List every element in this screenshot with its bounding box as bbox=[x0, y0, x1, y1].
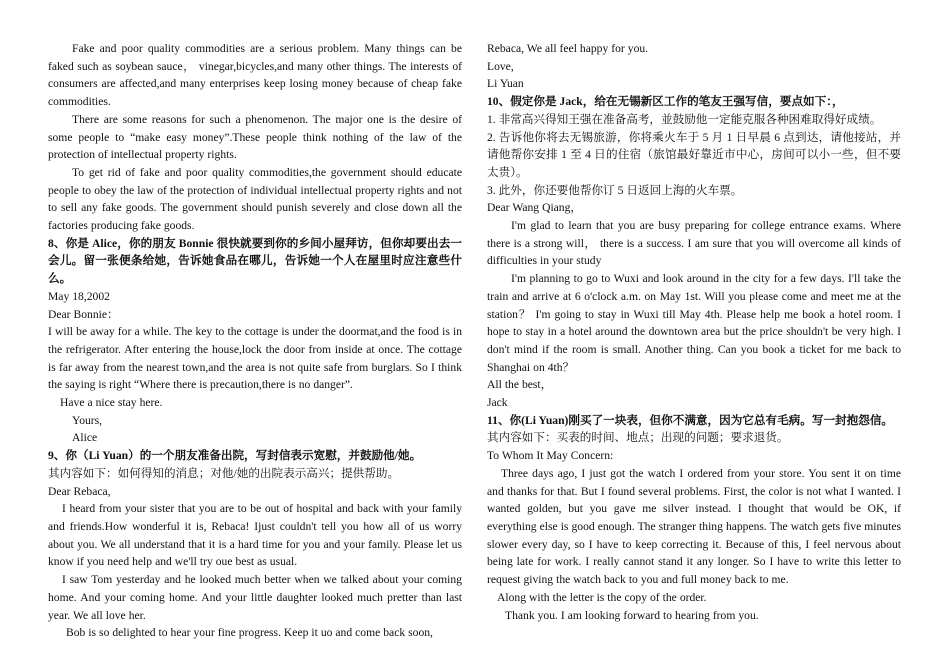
letter-9-closing: Love, bbox=[487, 59, 514, 73]
note-date: May 18,2002 bbox=[48, 289, 110, 303]
question-11-content: 其内容如下：买表的时间、地点；出现的问题；要求退货。 bbox=[487, 431, 789, 445]
letter-10-paragraph-2: I'm planning to go to Wuxi and look around in the city for a few days. I'll take the train and arrive at 6 o'clock a.m. on May 1st. Will you please come and meet me at the station？ I'm going to stay in Wuxi till May 4th. Please help me book a hotel room. I hope to stay in a hotel around the downtown area but the price shouldn't be very high. I don't mind if the room is small. Another thing. Can you book a ticket for me back to Shanghai on 4th？ bbox=[487, 272, 901, 374]
question-10-title: 10、假定你是 Jack，给在无锡新区工作的笔友王强写信，要点如下：， bbox=[487, 95, 844, 109]
question-9-title: 9、你（Li Yuan）的一个朋友准备出院，写封信表示宽慰，并鼓励他/她。 bbox=[48, 449, 422, 463]
note-closing: Yours, bbox=[72, 413, 103, 427]
letter-9-paragraph-2: I saw Tom yesterday and he looked much better when we talked about your coming home. And your coming home. And your little daughter looked much pretter than last year. We all love her. bbox=[48, 573, 462, 622]
letter-11-paragraph-2: Along with the letter is the copy of the order. bbox=[497, 590, 707, 604]
note-wish: Have a nice stay here. bbox=[60, 396, 163, 410]
question-10-point-2: 2. 告诉他你将去无锡旅游，你将乘火车于 5 月 1 日早晨 6 点到达，请他接站，并请他帮你安排 1 至 4 日的住宿（旅馆最好靠近市中心，房间可以小一些，但不要太贵）。 bbox=[487, 130, 901, 179]
question-11-title: 11、你(Li Yuan)刚买了一块表，但你不满意，因为它总有毛病。写一封抱怨信。 bbox=[487, 413, 894, 427]
essay-paragraph-2: There are some reasons for such a phenomenon. The major one is the desire of some people to “make easy money”.These people think nothing of the law of the protection of intellectual property rights. bbox=[48, 112, 462, 162]
note-signature: Alice bbox=[72, 431, 98, 445]
note-body: I will be away for a while. The key to the cottage is under the doormat,and the food is in the refrigerator. After entering the house,lock the door from inside at once. The cottage is far away from the nearest town,and the area is not quite safe from burglars. So I think the saying is right “Where there is precaution,there is no danger”. bbox=[48, 325, 462, 392]
letter-10-greeting: Dear Wang Qiang， bbox=[487, 201, 582, 215]
letter-11-paragraph-3: Thank you. I am looking forward to hearing from you. bbox=[505, 608, 759, 622]
letter-9-paragraph-1: I heard from your sister that you are to be out of hospital and back with your family and friends.How wonderful it is, Rebaca! Ijust couldn't tell you how all of us worry about you. We all understand that it is a hard time for you and your family. Please let us know if you need help and we'll try oue best as usual. bbox=[48, 502, 462, 569]
letter-10-paragraph-1: I'm glad to learn that you are busy preparing for college entrance exams. Where there is a strong will， there is a success. I am sure that you will overcome all kinds of difficulties in your study bbox=[487, 219, 901, 268]
letter-9-greeting: Dear Rebaca, bbox=[48, 484, 111, 498]
question-10-point-3: 3. 此外，你还要他帮你订 5 日返回上海的火车票。 bbox=[487, 183, 743, 197]
left-column bbox=[48, 40, 462, 642]
question-8-title: 8、你是 Alice，你的朋友 Bonnie 很快就要到你的乡间小屋拜访，但你却要出去一会儿。留一张便条给她，告诉她食品在哪儿，告诉她一个人在屋里时应注意些什么。 bbox=[48, 236, 462, 286]
letter-9-paragraph-3: Bob is so delighted to hear your fine progress. Keep it uo and come back soon, bbox=[66, 626, 433, 640]
letter-11-paragraph-1: Three days ago, I just got the watch I ordered from your store. You sent it on time and thanks for that. But I found several problems. First, the color is not what I wanted. I wanted golden, but you gave me silver instead. I thought that would be OK, if everything else is good enough. The stranger thing happens. The watch gets five minutes slower every day, so I have to keep correcting it. Because of this, I feel nervous about being late for work. I really cannot stand it any longer. So I have to write this letter to request giving the watch back to you and full money back to me. bbox=[487, 466, 901, 587]
essay-paragraph-1: Fake and poor quality commodities are a serious problem. Many things can be faked such as soybean sauce， vinegar,bicycles,and many other things. The interests of consumers are affected,and many enterprises keep losing money because of cheap fake commodities. bbox=[48, 42, 462, 109]
essay-paragraph-3: To get rid of fake and poor quality commodities,the government should educate people to obey the law of the protection of individual intellectual property rights and not to sell any fake goods. The government should punish severely and close down all the factories producing fake goods. bbox=[48, 165, 462, 233]
note-greeting: Dear Bonnie： bbox=[48, 307, 119, 321]
letter-11-greeting: To Whom It May Concern: bbox=[487, 449, 614, 463]
letter-10-closing: All the best， bbox=[487, 378, 553, 392]
letter-9-paragraph-3-continued: Rebaca, We all feel happy for you. bbox=[487, 42, 649, 55]
right-column bbox=[487, 40, 901, 624]
question-9-content: 其内容如下：如何得知的消息；对他/她的出院表示高兴；提供帮助。 bbox=[48, 466, 400, 480]
letter-10-signature: Jack bbox=[487, 396, 508, 410]
letter-9-signature: Li Yuan bbox=[487, 77, 524, 91]
question-10-point-1: 1. 非常高兴得知王强在准备高考，並鼓励他一定能克服各种困难取得好成绩。 bbox=[487, 112, 882, 126]
